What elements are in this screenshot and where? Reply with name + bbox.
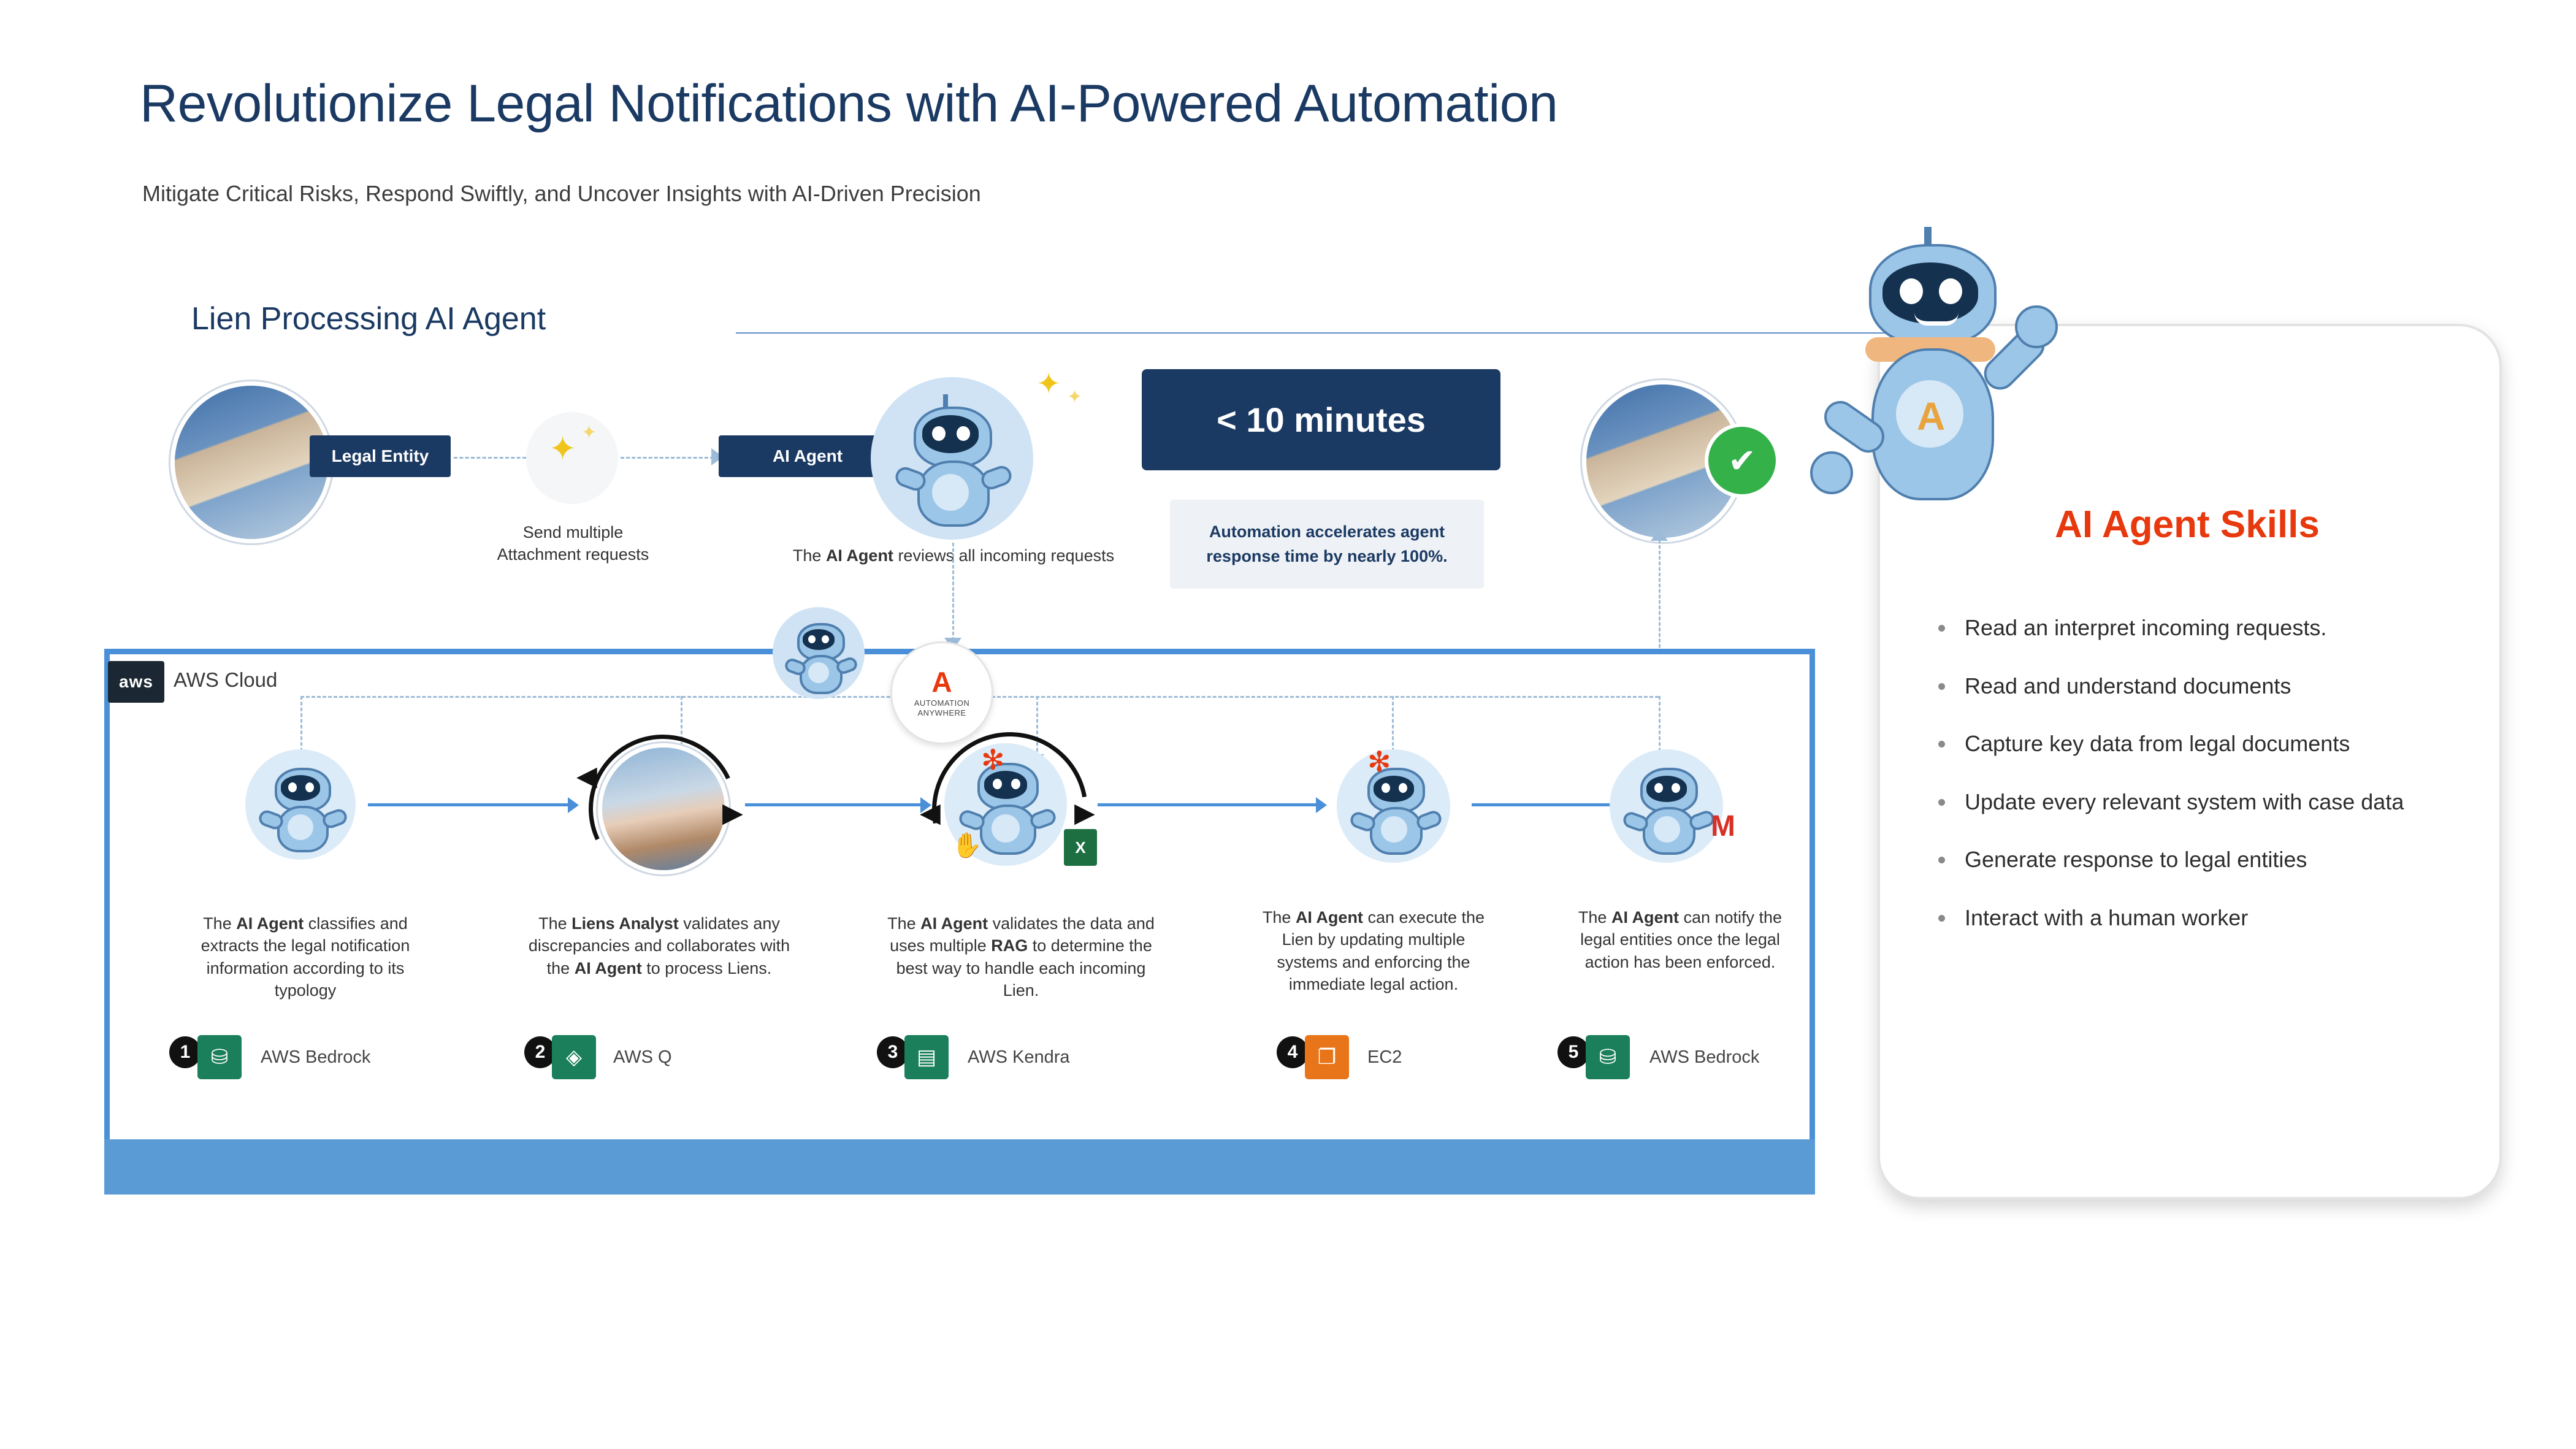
step-3-badge: 3: [877, 1036, 909, 1068]
response-time-note: Automation accelerates agent response time by nearly 100%.: [1170, 500, 1484, 589]
mascot-logo-a: A: [1917, 394, 1946, 438]
cycle-arrow-right-icon: ▶: [722, 798, 743, 828]
skill-item: • Read an interpret incoming requests.: [1956, 613, 2508, 643]
step-4-badge: 4: [1277, 1036, 1309, 1068]
skill-item: • Update every relevant system with case data: [1956, 787, 2508, 817]
branch-4: [1392, 696, 1394, 757]
aws-cloud-label: AWS Cloud: [174, 668, 278, 691]
mascot-robot: [1797, 227, 2060, 570]
aa-mark: A: [931, 666, 952, 698]
step-5-robot-avatar: [1610, 749, 1723, 863]
step-3-service-label: AWS Kendra: [968, 1047, 1070, 1067]
skill-item: • Interact with a human worker: [1956, 903, 2508, 933]
sparkle-icon-2: ✦: [1036, 368, 1061, 400]
connector-dashed-1: [454, 457, 526, 459]
aws-q-icon: ◈: [565, 1046, 583, 1069]
section-divider: [736, 332, 1901, 334]
flow-arrow-3: [1098, 803, 1318, 806]
skill-item: • Generate response to legal entities: [1956, 845, 2508, 875]
step-2-caption: The Liens Analyst validates any discrepancies and collaborates with the AI Agent to process Liens.: [528, 914, 790, 977]
step-1-badge: 1: [169, 1036, 201, 1068]
cycle-arrow-left-icon: ◀: [576, 761, 597, 791]
legal-entity-photo: [170, 381, 332, 543]
connector-dashed-down-1: [952, 543, 954, 641]
ai-agent-pill: AI Agent: [719, 435, 896, 477]
page-subtitle: Mitigate Critical Risks, Respond Swiftly, and Uncover Insights with AI-Driven Precision: [142, 181, 981, 206]
gmail-icon: M: [1711, 810, 1735, 843]
ec2-icon: ❐: [1317, 1046, 1337, 1069]
step-4-caption: The AI Agent can execute the Lien by updating multiple systems and enforcing the immediate legal action.: [1262, 908, 1485, 994]
step-5-badge: 5: [1557, 1036, 1589, 1068]
sparkle-icon: ✦: [549, 430, 577, 467]
step-1-caption: The AI Agent classifies and extracts the legal notification information according to its typology: [201, 914, 410, 1000]
sparkle-icon-3: ✦: [1067, 387, 1083, 407]
step-1-robot-avatar: [245, 749, 356, 860]
connector-dashed-2: [621, 457, 714, 459]
skill-item: • Capture key data from legal documents: [1956, 729, 2508, 759]
step-4-service-label: EC2: [1367, 1047, 1402, 1067]
step-1-service-icon: [197, 1035, 242, 1079]
page-title: Revolutionize Legal Notifications with AI-Powered Automation: [140, 74, 1558, 133]
skill-item: • Read and understand documents: [1956, 671, 2508, 702]
hand-icon-1: ✋: [952, 832, 982, 859]
step-3-service-icon: [904, 1035, 949, 1079]
step-2-service-icon: [552, 1035, 596, 1079]
aws-bedrock-icon: ⛁: [210, 1046, 229, 1069]
connector-arrowhead-3: [1651, 529, 1668, 541]
aa-text-line1: AUTOMATION: [914, 698, 970, 708]
step-4-service-icon: [1305, 1035, 1349, 1079]
aws-logo: [108, 661, 164, 703]
send-requests-caption: Send multiple Attachment requests: [497, 523, 649, 564]
branch-1: [300, 696, 302, 757]
section-title: Lien Processing AI Agent: [191, 301, 546, 337]
photo-image: [175, 386, 328, 539]
step-4-robot-avatar: [1337, 749, 1450, 863]
step-1-service-label: AWS Bedrock: [261, 1047, 371, 1067]
skills-list: [1919, 613, 2508, 962]
success-check-icon: ✔: [1705, 423, 1779, 498]
mascot-smile: [1914, 313, 1959, 326]
response-time-callout: < 10 minutes: [1142, 369, 1500, 470]
gear-icon-2: ✻: [1367, 746, 1391, 778]
review-caption: The AI Agent reviews all incoming requests: [792, 546, 1115, 565]
automation-anywhere-logo: [890, 641, 993, 744]
mascot-hand-right: [2015, 305, 2058, 348]
flow-arrow-2: [745, 803, 923, 806]
gear-icon-1: ✻: [981, 744, 1005, 776]
step-5-caption: The AI Agent can notify the legal entities once the legal action has been enforced.: [1578, 908, 1783, 971]
aws-kendra-icon: ▤: [916, 1046, 937, 1069]
aa-robot-avatar: [773, 607, 865, 699]
legal-entity-pill: Legal Entity: [310, 435, 451, 477]
step-2-service-label: AWS Q: [613, 1047, 672, 1067]
aa-text-line2: ANYWHERE: [917, 708, 966, 717]
aws-cloud-footer-bar: [104, 1139, 1815, 1195]
aws-bedrock-icon-2: ⛁: [1599, 1046, 1617, 1069]
skills-title: AI Agent Skills: [2055, 503, 2320, 546]
cycle-arrow-left-icon-2: ◀: [920, 798, 941, 828]
cycle-arrow-right-icon-2: ▶: [1074, 798, 1095, 828]
aws-logo-text: aws: [119, 672, 153, 691]
step-2-badge: 2: [524, 1036, 556, 1068]
step-5-service-label: AWS Bedrock: [1649, 1047, 1760, 1067]
ai-agent-robot-avatar: [871, 377, 1033, 540]
step-5-service-icon: [1586, 1035, 1630, 1079]
branch-5: [1659, 696, 1661, 757]
step-3-caption: The AI Agent validates the data and uses multiple RAG to determine the best way to handle each incoming Lien.: [887, 914, 1155, 1000]
flow-arrow-1: [368, 803, 570, 806]
excel-icon: X: [1064, 829, 1097, 866]
mascot-hand-left: [1810, 451, 1853, 494]
sparkle-small-icon: ✦: [581, 422, 597, 443]
